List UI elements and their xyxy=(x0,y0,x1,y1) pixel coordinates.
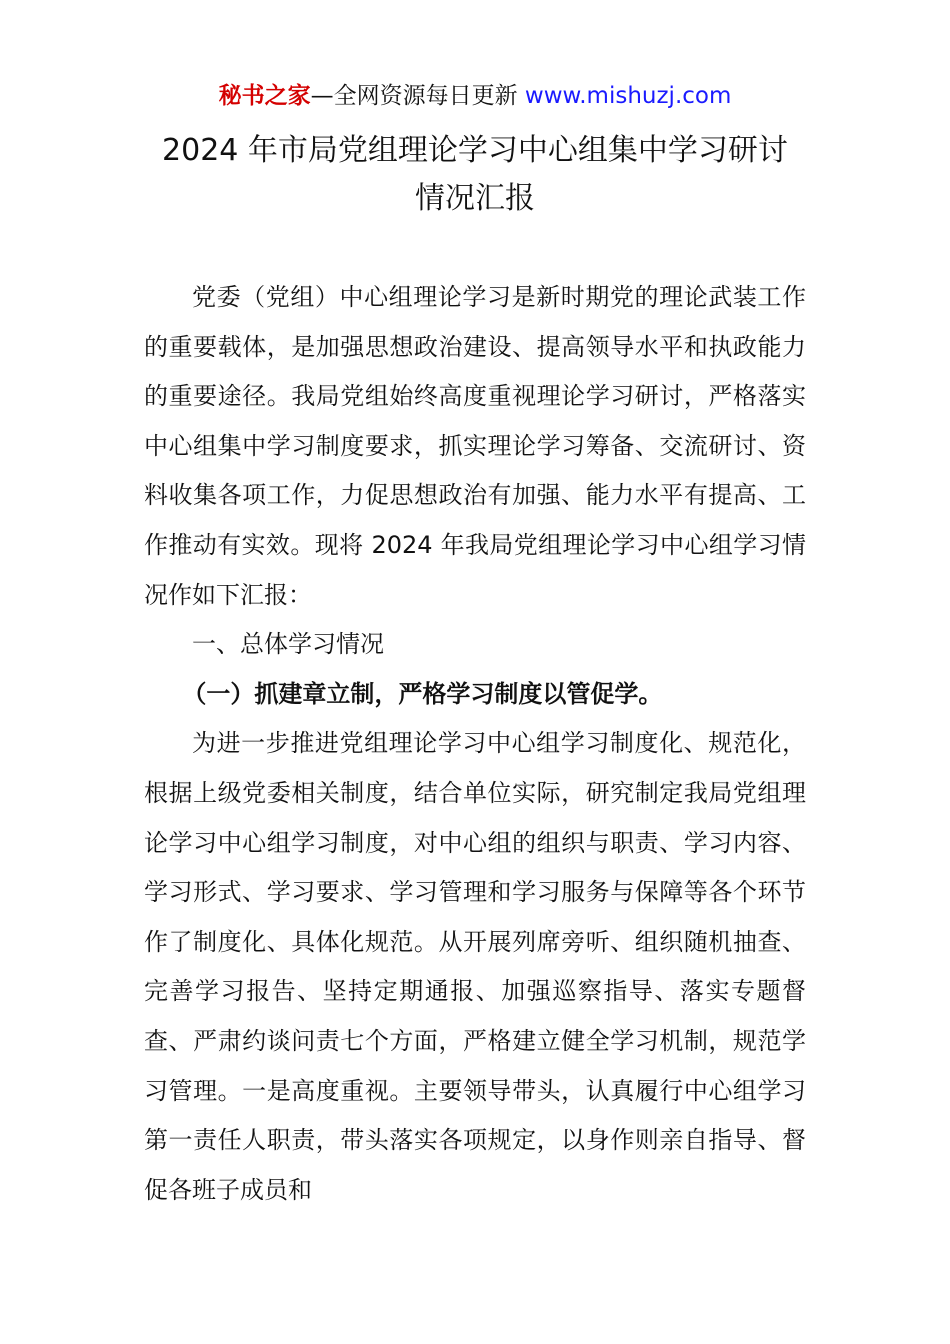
paragraph-intro: 党委（党组）中心组理论学习是新时期党的理论武装工作的重要载体，是加强思想政治建设、提高领导水平和执政能力的重要途径。我局党组始终高度重视理论学习研讨，严格落实中心组集中学习制度要求，抓实理论学习筹备、交流研讨、资料收集各项工作，力促思想政治有加强、能力水平有提高、工作推动有实效。现将 2024 年我局党组理论学习中心组学习情况作如下汇报： xyxy=(144,283,806,609)
document-title xyxy=(100,127,850,223)
paragraph-body: 为进一步推进党组理论学习中心组学习制度化、规范化，根据上级党委相关制度，结合单位实际，研究制定我局党组理论学习中心组学习制度，对中心组的组织与职责、学习内容、学习形式、学习要求、学习管理和学习服务与保障等各个环节作了制度化、具体化规范。从开展列席旁听、组织随机抽查、完善学习报告、坚持定期通报、加强巡察指导、落实专题督查、严肃约谈问责七个方面，严格建立健全学习机制，规范学习管理。一是高度重视。主要领导带头，认真履行中心组学习第一责任人职责，带头落实各项规定，以身作则亲自指导、督促各班子成员和 xyxy=(144,729,806,1204)
document-title-line-2: 情况汇报 xyxy=(415,181,535,216)
site-brand: 秘书之家 xyxy=(218,83,311,109)
site-tagline: —全网资源每日更新 xyxy=(310,83,525,109)
site-header xyxy=(0,80,950,112)
site-url: www.mishuzj.com xyxy=(524,83,732,109)
document-body xyxy=(144,273,806,1215)
section-heading: 一、总体学习情况 xyxy=(192,630,384,659)
subsection-heading: （一）抓建章立制，严格学习制度以管促学。 xyxy=(182,679,663,708)
document-title-line-1: 2024 年市局党组理论学习中心组集中学习研讨 xyxy=(162,133,788,168)
